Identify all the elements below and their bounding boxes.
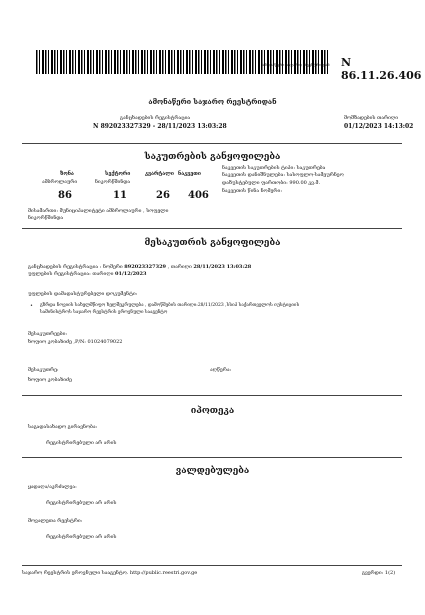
parcel-label: ნაკვეთი <box>178 171 201 177</box>
footer-divider <box>22 565 402 566</box>
ownership-application-line: განცხადების რეგისტრაცია : ნომერი 892023327329 , თარიღი 28/11/2023 13:03:28 <box>28 264 252 270</box>
footer-text: საჯარო რეესტრის ეროვნული სააგენტო. http://public.reestri.gov.ge <box>22 570 198 576</box>
basis-label: უფლების დამადასტურებელი დოკუმენტი: <box>28 291 138 297</box>
mortgage-status: რეგისტრირებული არ არის <box>46 440 117 446</box>
debts-section-title: ვალდებულება <box>175 466 250 476</box>
application-number-label: განცხადების რეგისტრაცია <box>120 115 191 121</box>
basis-text-1: გზრდა ნოვიის სახელმწიფო ხელშეკრულება , დამოწმების თარიღი:28/11/2023 ,სსიპ საქართველოს იუსტიციის <box>40 303 300 308</box>
parcel-type-line: ნაკვეთის დანიშნულება: სასოფლო-სამეურნეო <box>222 172 344 178</box>
address-line-1: მისამართი: მუნიციპალიტეტი ამბროლაური , სოფელი <box>28 208 169 214</box>
declared-area-line: ნაკვეთის წინა ნომერი: <box>222 188 282 194</box>
quarter-value: 26 <box>156 190 170 201</box>
divider <box>22 143 402 144</box>
description-label: აღწერა: <box>210 367 232 373</box>
ownership-registration-line: უფლების რეგისტრაცია: თარიღი 01/12/2023 <box>28 271 147 277</box>
owner-name: ხოფიო კობახიძე ,P/N: 01024079022 <box>28 339 123 345</box>
application-number: N 892023327329 - 28/11/2023 13:03:28 <box>93 123 227 130</box>
sector-value: 11 <box>113 190 127 201</box>
owner-label: მესაკუთრე: <box>28 367 59 373</box>
address-line-2: ნიკორწმინდა <box>28 215 64 221</box>
seizure-label: ყადაღა/აკრძალვა: <box>28 484 77 490</box>
document-title: ამონაწერი საჯარო რეესტრიდან <box>148 97 277 106</box>
zone-name: ამბროლაური <box>42 179 78 185</box>
divider <box>22 457 402 458</box>
mortgage-subject-label: საგადასახადო გირავნობა: <box>28 424 98 430</box>
zone-label: ზონა <box>60 171 74 177</box>
quarter-label: კვარტალი <box>145 171 174 177</box>
seizure-status: რეგისტრირებული არ არის <box>46 500 117 506</box>
mortgage-section-title: იპოთეკა <box>190 406 235 416</box>
delivery-date-label: მომზადების თარიღი <box>344 115 399 121</box>
basis-bullet: • <box>30 303 33 309</box>
tax-registry-status: რეგისტრირებული არ არის <box>46 534 117 540</box>
page-number: გვერდი: 1(2) <box>362 570 396 576</box>
delivery-date: 01/12/2023 14:13:02 <box>344 123 414 130</box>
cadastral-code: N 86.11.26.406 <box>341 56 422 82</box>
sector-label: სექტორი <box>105 171 131 177</box>
property-type-line: ნაკვეთის საკუთრების ტიპი: საკუთრება <box>222 165 326 171</box>
property-section-title: საკუთრების განყოფილება <box>144 152 281 162</box>
parcel-value: 406 <box>188 190 209 201</box>
divider <box>22 228 402 229</box>
owner-value: ხოფიო კობახიძე <box>28 377 72 383</box>
zone-value: 86 <box>58 190 72 201</box>
ownership-section-title: მესაკუთრის განყოფილება <box>144 238 281 248</box>
divider <box>22 395 402 396</box>
barcode-caption: ამონაწერი საჯარო რეესტრიდან <box>262 62 330 67</box>
parcel-purpose-line: დაზუსტებული ფართობი: 990.00 კვ.მ. <box>222 180 321 186</box>
basis-text-2: სამინისტროს საჯარო რეესტრის ეროვნული სააგენტო <box>40 310 168 315</box>
sector-name: ნიკორწმინდა <box>95 179 131 185</box>
tax-registry-label: მოვალეთა რეესტრი: <box>28 518 83 524</box>
owners-label: მესაკუთრეები: <box>28 331 68 337</box>
